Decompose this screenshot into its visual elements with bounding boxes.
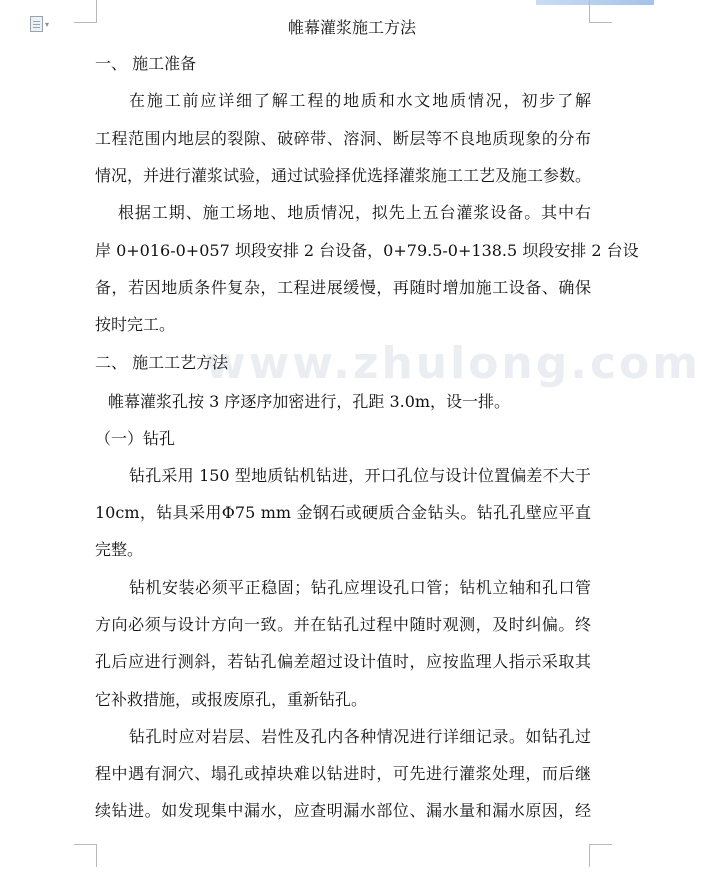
paragraph-line: 孔后应进行测斜，若钻孔偏差超过设计值时，应按监理人指示采取其 [95, 652, 591, 671]
section-heading-process: 二、 施工工艺方法 [95, 353, 229, 372]
watermark: www.zhulong.com [205, 338, 702, 389]
paragraph-line: 方向必须与设计方向一致。并在钻孔过程中随时观测，及时纠偏。终 [95, 615, 591, 634]
paragraph-line: 帷幕灌浆孔按 3 序逐序加密进行，孔距 3.0m，设一排。 [108, 392, 511, 411]
document-title: 帷幕灌浆施工方法 [287, 18, 416, 37]
paragraph-line: 工程范围内地层的裂隙、破碎带、溶洞、断层等不良地质现象的分布 [95, 129, 591, 148]
paragraph-line: 它补救措施，或报废原孔，重新钻孔。 [95, 690, 368, 709]
paragraph-line: 按时完工。 [95, 315, 176, 334]
paragraph-line: 钻机安装必须平正稳固；钻孔应埋设孔口管；钻机立轴和孔口管 [129, 578, 591, 597]
paragraph-line: 续钻进。如发现集中漏水，应查明漏水部位、漏水量和漏水原因，经 [95, 801, 591, 820]
paragraph-line: 钻孔时应对岩层、岩性及孔内各种情况进行详细记录。如钻孔过 [129, 727, 591, 746]
section-heading-preparation: 一、 施工准备 [95, 54, 197, 73]
margin-mark-bottom-right [589, 844, 612, 867]
chevron-down-icon: ▾ [45, 19, 50, 29]
paragraph-line: 10cm，钻具采用Φ75 mm 金钢石或硬质合金钻头。钻孔孔壁应平直 [95, 503, 591, 522]
paragraph-line: 根据工期、施工场地、地质情况，拟先上五台灌浆设备。其中右 [118, 203, 591, 222]
paragraph-line: 岸 0+016-0+057 坝段安排 2 台设备，0+79.5-0+138.5 坝段安排 2 台设 [95, 241, 639, 260]
paragraph-line: 程中遇有洞穴、塌孔或掉块难以钻进时，可先进行灌浆处理，而后继 [95, 764, 591, 783]
paragraph-line: 钻孔采用 150 型地质钻机钻进，开口孔位与设计位置偏差不大于 [129, 466, 591, 485]
subsection-heading-drilling: （一）钻孔 [95, 429, 176, 448]
paragraph-line: 备，若因地质条件复杂，工程进展缓慢，再随时增加施工设备、确保 [95, 278, 591, 297]
margin-mark-bottom-left [74, 844, 97, 867]
paragraph-line: 在施工前应详细了解工程的地质和水文地质情况，初步了解 [129, 91, 591, 110]
paragraph-line: 情况，并进行灌浆试验，通过试验择优选择灌浆施工工艺及施工参数。 [95, 166, 592, 185]
paragraph-line: 完整。 [95, 540, 144, 559]
